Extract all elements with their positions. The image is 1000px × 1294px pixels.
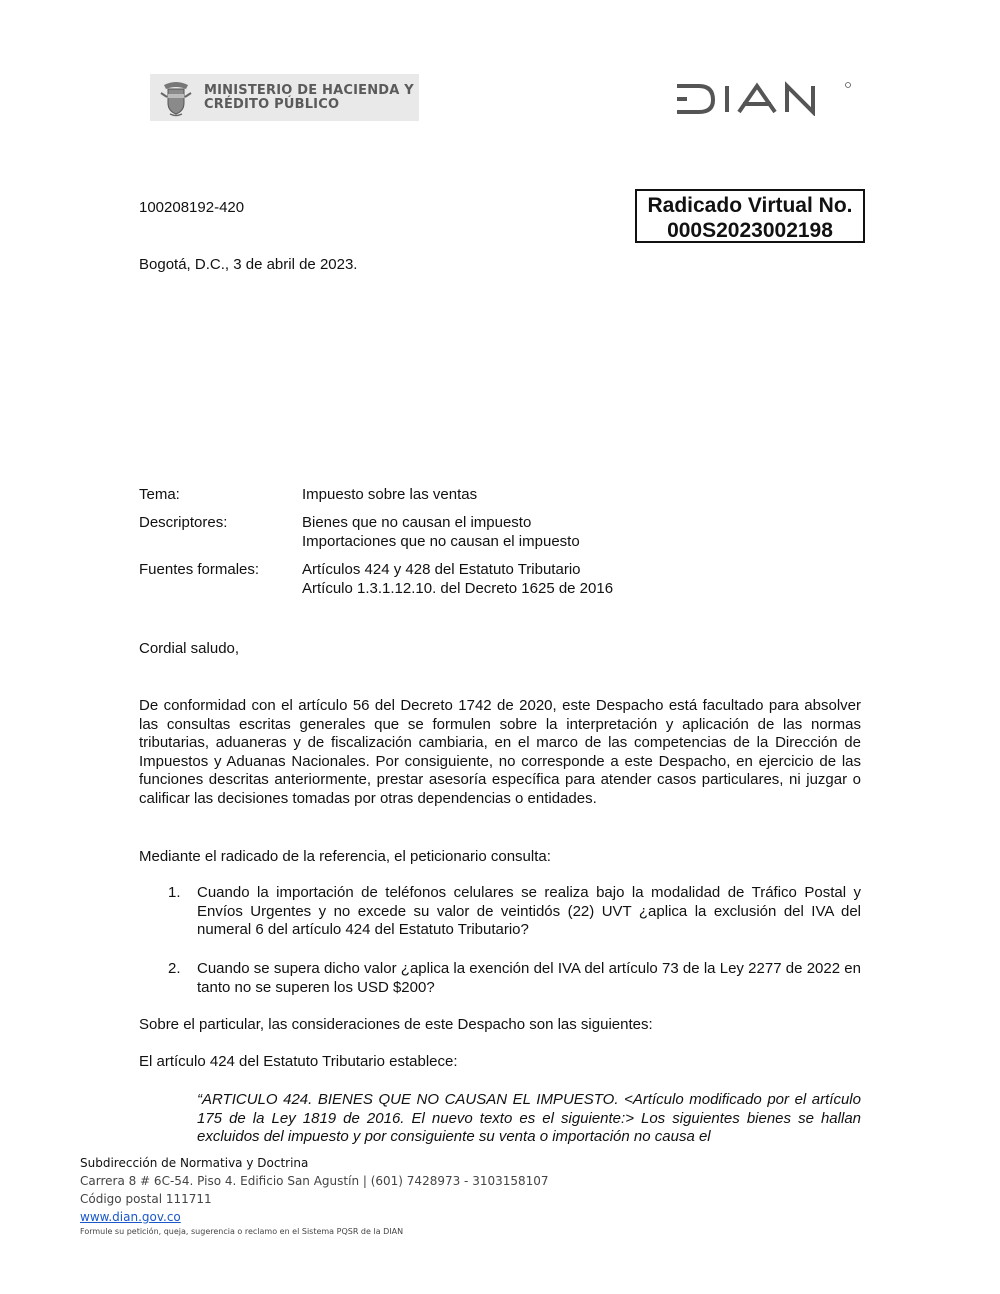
metadata-table	[139, 485, 613, 607]
city-date: Bogotá, D.C., 3 de abril de 2023.	[139, 256, 358, 273]
ministry-name-line2: CRÉDITO PÚBLICO	[204, 96, 340, 112]
greeting: Cordial saludo,	[139, 640, 240, 657]
meta-value: Importaciones que no causan el impuesto	[302, 533, 580, 550]
coat-of-arms-icon	[158, 79, 194, 117]
ministry-name-line1: MINISTERIO DE HACIENDA Y	[204, 82, 414, 98]
ministry-logo	[150, 74, 419, 121]
document-number: 100208192-420	[139, 199, 245, 216]
meta-label: Tema:	[139, 486, 180, 503]
meta-row-tema	[139, 485, 613, 504]
list-item-number: 2.	[168, 960, 181, 977]
footer-title: Subdirección de Normativa y Doctrina	[80, 1156, 309, 1170]
radicado-number: 000S2023002198	[667, 219, 833, 242]
dian-logo	[673, 80, 853, 116]
list-item-number: 1.	[168, 884, 181, 901]
footer-website-link[interactable]: www.dian.gov.co	[80, 1210, 181, 1224]
meta-value: Bienes que no causan el impuesto	[302, 514, 532, 531]
footer-postal-code: Código postal 111711	[80, 1192, 212, 1206]
meta-label: Descriptores:	[139, 514, 228, 531]
article-quote: “ARTICULO 424. BIENES QUE NO CAUSAN EL IMPUESTO. <Artículo modificado por el artículo 175 de la Ley 1819 de 2016. El nuevo texto es el siguiente:> Los siguientes bienes se hallan excluidos del impuesto y por consiguiente su venta o importación no causa el	[197, 1091, 861, 1145]
radicado-label: Radicado Virtual No.	[647, 194, 853, 217]
meta-label: Fuentes formales:	[139, 561, 260, 578]
meta-value: Impuesto sobre las ventas	[302, 486, 478, 503]
list-item-text: Cuando la importación de teléfonos celulares se realiza bajo la modalidad de Tráfico Postal y Envíos Urgentes y no excede su valor de veintidós (22) UVT ¿aplica la exclusión del IVA del numeral 6 del artículo 424 del Estatuto Tributario?	[197, 884, 861, 938]
paragraph-competence: De conformidad con el artículo 56 del Decreto 1742 de 2020, este Despacho está facultado para absolver las consultas escritas generales que se formulen sobre la interpretación y aplicación de las normas tributarias, aduaneras y de fiscalización cambiaria, en el marco de las competencias de la Dirección de Impuestos y Aduanas Nacionales. Por consiguiente, no corresponde a este Despacho, en ejercicio de las funciones descritas anteriormente, prestar asesoría específica para atender casos particulares, ni juzgar o calificar las decisiones tomadas por otras dependencias o entidades.	[139, 697, 861, 807]
meta-row-descriptores	[139, 513, 613, 551]
list-item	[168, 960, 861, 997]
footer-address: Carrera 8 # 6C-54. Piso 4. Edificio San Agustín | (601) 7428973 - 3103158107	[80, 1174, 549, 1188]
paragraph-article-intro: El artículo 424 del Estatuto Tributario establece:	[139, 1053, 458, 1070]
meta-value: Artículo 1.3.1.12.10. del Decreto 1625 de 2016	[302, 580, 614, 597]
footer	[80, 1155, 549, 1238]
paragraph-query-intro: Mediante el radicado de la referencia, el peticionario consulta:	[139, 848, 551, 865]
list-item-text: Cuando se supera dicho valor ¿aplica la exención del IVA del artículo 73 de la Ley 2277 de 2022 en tanto no se superen los USD $200?	[197, 960, 861, 996]
radicado-box	[635, 189, 865, 243]
meta-value: Artículos 424 y 428 del Estatuto Tributario	[302, 561, 581, 578]
meta-row-fuentes	[139, 560, 613, 598]
list-item	[168, 884, 861, 940]
footer-pqsr-note: Formule su petición, queja, sugerencia o reclamo en el Sistema PQSR de la DIAN	[80, 1227, 404, 1236]
paragraph-considerations: Sobre el particular, las consideraciones de este Despacho son las siguientes:	[139, 1016, 653, 1033]
